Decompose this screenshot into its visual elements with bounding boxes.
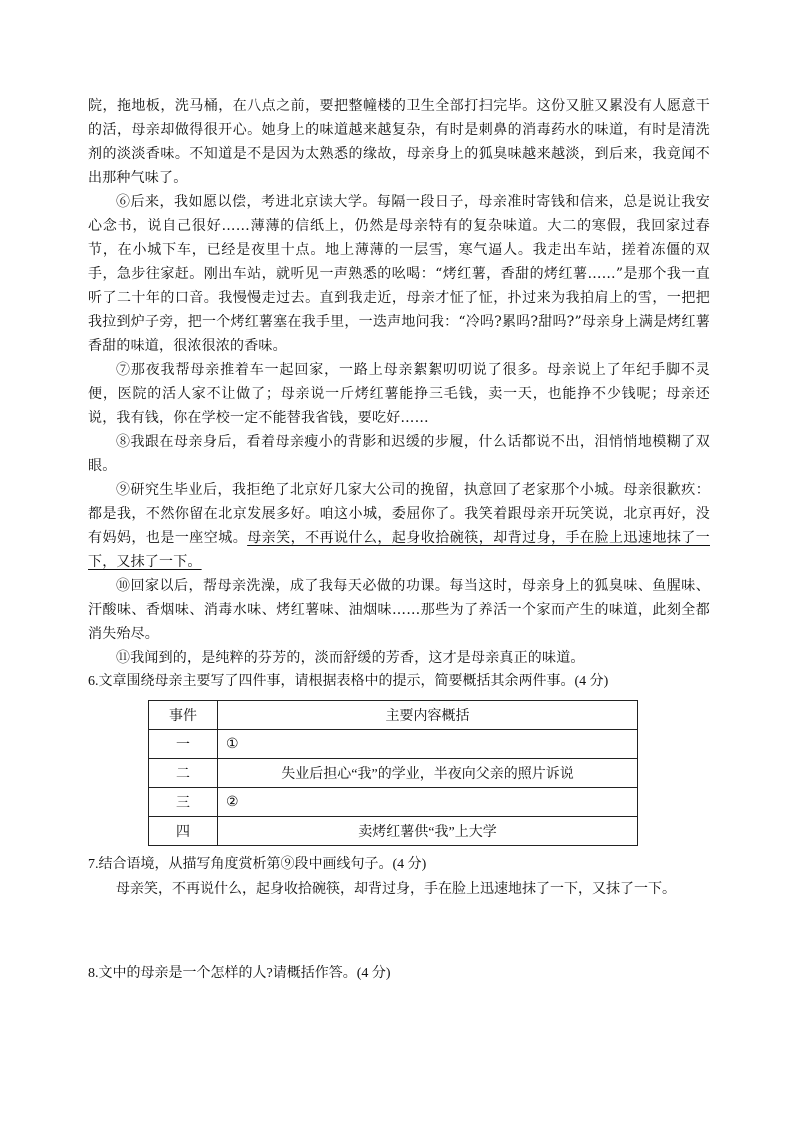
paragraph-9-text: ⑨研究生毕业后，我拒绝了北京好几家大公司的挽留，执意回了老家那个小城。母亲很歉疚：都是我，不然你留在北京发展多好。咱这小城，委屈你了。我笑着跟母亲开玩笑说，北京再好，没有妈妈，也是一座空城。 <box>88 482 710 546</box>
table-cell-num: 二 <box>149 759 218 788</box>
table-row <box>149 759 638 788</box>
events-table <box>148 700 638 846</box>
paragraph-11: ⑪我闻到的，是纯粹的芬芳的，淡而舒缓的芳香，这才是母亲真正的味道。 <box>116 650 585 666</box>
answer-blank-2[interactable]: ② <box>218 788 638 817</box>
table-header-event: 事件 <box>149 701 218 730</box>
paragraph-5-tail: 院，拖地板，洗马桶，在八点之前，要把整幢楼的卫生全部打扫完毕。这份又脏又累没有人愿意干的活，母亲却做得很开心。她身上的味道越来越复杂，有时是刺鼻的消毒药水的味道，有时是清洗剂的淡淡香味。不知道是不是因为太熟悉的缘故，母亲身上的狐臭味越来越淡，到后来，我竟闻不出那种气味了。 <box>88 98 710 186</box>
question-8: 8.文中的母亲是一个怎样的人?请概括作答。(4 分) <box>88 966 391 981</box>
question-7: 7.结合语境，从描写角度赏析第⑨段中画线句子。(4 分) <box>88 857 427 872</box>
table-cell-num: 三 <box>149 788 218 817</box>
table-header-row <box>149 701 638 730</box>
question-7-quote: 母亲笑，不再说什么，起身收拾碗筷，却背过身，手在脸上迅速地抹了一下，又抹了一下。 <box>116 881 676 897</box>
paragraph-8: ⑧我跟在母亲身后，看着母亲瘦小的背影和迟缓的步履，什么话都说不出，泪悄悄地模糊了双眼。 <box>88 434 710 474</box>
table-cell-content: 失业后担心“我”的学业，半夜向父亲的照片诉说 <box>218 759 638 788</box>
answer-blank-1[interactable]: ① <box>218 730 638 759</box>
table-cell-num: 一 <box>149 730 218 759</box>
table-cell-content: 卖烤红薯供“我”上大学 <box>218 817 638 846</box>
underlined-sentence: 母亲笑，不再说什么，起身收拾碗筷，却背过身，手在脸上迅速地抹了一下，又抹了一下。 <box>88 530 710 570</box>
table-cell-num: 四 <box>149 817 218 846</box>
table-row <box>149 730 638 759</box>
paragraph-7: ⑦那夜我帮母亲推着车一起回家，一路上母亲絮絮叨叨说了很多。母亲说上了年纪手脚不灵便，医院的活人家不让做了；母亲说一斤烤红薯能挣三毛钱，卖一天，也能挣不少钱呢；母亲还说，我有钱，你在学校一定不能替我省钱，要吃好…… <box>88 362 710 426</box>
question-6: 6.文章围绕母亲主要写了四件事，请根据表格中的提示，简要概括其余两件事。(4 分) <box>88 674 609 689</box>
paragraph-10: ⑩回家以后，帮母亲洗澡，成了我每天必做的功课。每当这时，母亲身上的狐臭味、鱼腥味、汗酸味、香烟味、消毒水味、烤红薯味、油烟味……那些为了养活一个家而产生的味道，此刻全都消失殆尽。 <box>88 578 710 642</box>
paragraph-9 <box>88 478 710 574</box>
table-header-summary: 主要内容概括 <box>218 701 638 730</box>
table-row <box>149 817 638 846</box>
table-row <box>149 788 638 817</box>
paragraph-6: ⑥后来，我如愿以偿，考进北京读大学。每隔一段日子，母亲准时寄钱和信来，总是说让我安心念书，说自己很好……薄薄的信纸上，仍然是母亲特有的复杂味道。大二的寒假，我回家过春节，在小城下车，已经是夜里十点。地上薄薄的一层雪，寒气逼人。我走出车站，搓着冻僵的双手，急步往家赶。刚出车站，就听见一声熟悉的吆喝：“烤红薯，香甜的烤红薯……”是那个我一直听了二十年的口音。我慢慢走过去。直到我走近，母亲才怔了怔，扑过来为我拍肩上的雪，一把把我拉到炉子旁，把一个烤红薯塞在我手里，一迭声地问我：“冷吗?累吗?甜吗?”母亲身上满是烤红薯香甜的味道，很浓很浓的香味。 <box>88 194 710 354</box>
